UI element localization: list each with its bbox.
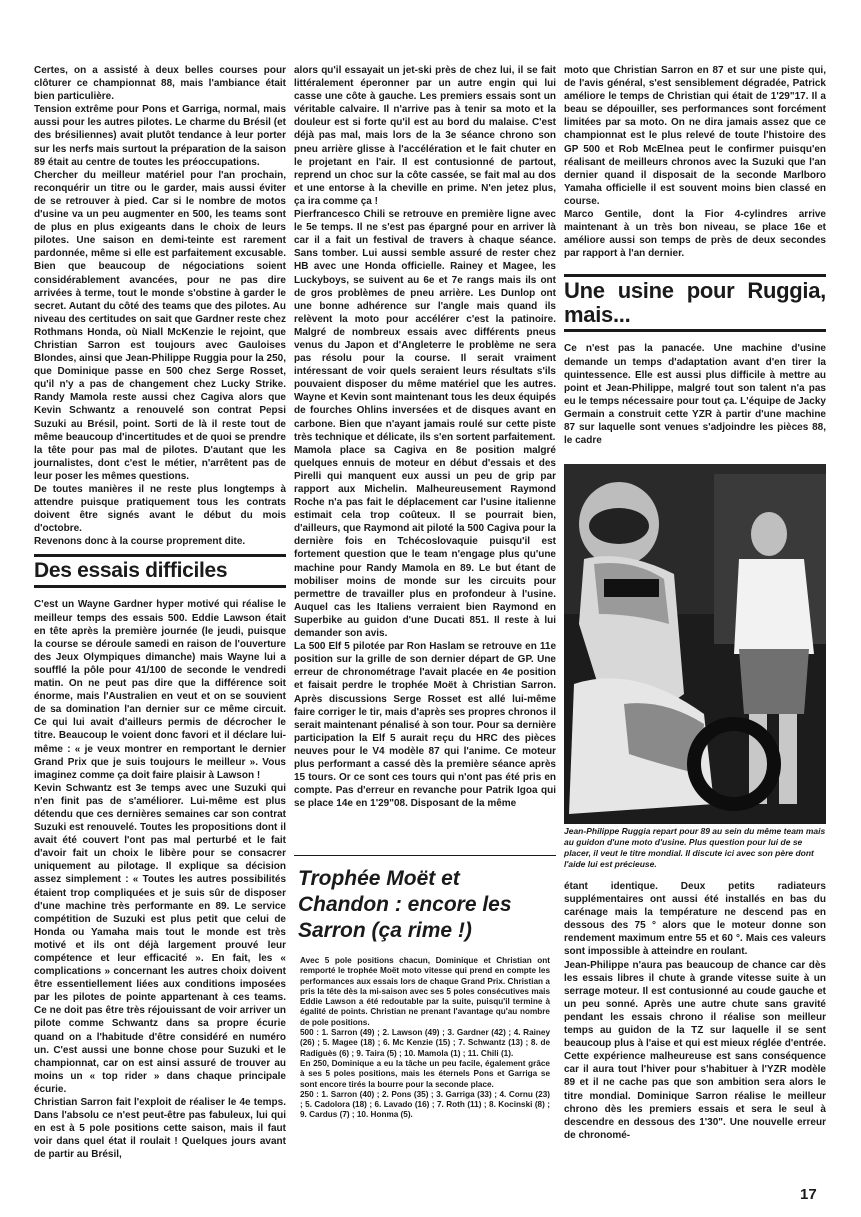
paragraph: Kevin Schwantz est 3e temps avec une Suzuki qui n'en finit pas de s'améliorer. Lui-même est plus détendu que ces dernières semaines car son contrat Suzuki est renouvelé. Toutes les propositions dont il avait été couvert l'ont pas mal perturbé et le fait d'avoir fait un choix le libère pour se consacrer uniquement au pilotage. Il explique sa décision assez simplement : « Toutes les autres possibilités étaient trop compliquées et je suis sûr de disposer d'une machine très performante en 89. Le service compétition de Suzuki est plus petit que celui de Honda ou Yamaha mais tout le monde est très motivé et ils ont déjà largement prouvé leur compétence et leur efficacité ». En fait, les « complications » concernant les autres choix doivent être essentiellement liées aux conditions imposées par les pilotes de pointe appartenant à ces teams. Ce ne doit pas être très réjouissant de voir arriver un pilote comme Schwantz dans sa propre écurie quand on a l'habitude d'être considéré en numéro un. C'est aussi une bonne chose pour Suzuki et le championnat, car on est ainsi assuré de trouver au moins un « top rider » dans chaque principale écurie. bbox=[34, 782, 286, 1095]
sidebar-box-trophee bbox=[294, 855, 556, 1121]
paragraph: Jean-Philippe n'aura pas beaucoup de chance car dès les essais libres il chute à grande vitesse suite à un serrage moteur. Il est contusionné au coude gauche et un peu sonné. Après une autre chute sans gravité pendant les essais chrono il réalise son meilleur temps au guidon de la TZ sur laquelle il se sent beaucoup plus à l'aise et qui est mieux réglée d'entrée. Cette expérience malheureuse est sans conséquence car il aura tout l'hiver pour s'habituer à l'YZR modèle 89 et il ne cache pas que son ambition sera alors le titre mondial. Dominique Sarron réalise le meilleur chrono dès les premiers essais et sera le seul à descendre en dessous des 1'30". Une nouvelle erreur de chronomé- bbox=[564, 959, 826, 1141]
paragraph: étant identique. Deux petits radiateurs supplémentaires ont aussi été installés en bas du carénage mais la température ne descend pas en dessous des 75 ° alors que le moteur donne son rendement maximum entre 55 et 60 °. Mais ces valeurs sont impossible à atteindre en roulant. bbox=[564, 881, 826, 958]
paragraph: Ce n'est pas la panacée. Une machine d'usine demande un temps d'adaptation avant d'en tirer la quintessence. Elle est aussi plus difficile à mettre au point et Jean-Philippe, malgré tout son talent n'a pas eu le temps nécessaire pour tout ça. L'équipe de Jacky Germain a construit cette YZR à partir d'une machine 87 sur laquelle sont venues s'adjoindre les pièces 88, le cadre bbox=[564, 343, 826, 447]
paragraph: moto que Christian Sarron en 87 et sur une piste qui, de l'avis général, s'est sensiblement dégradée, Patrick améliore le temps de Christian qui était de 1'29"17. Il a beau se dépouiller, ses performances sont forcément limitées par sa moto. On ne dira jamais assez que ce championnat est le plus relevé de toute l'histoire des GP 500 et Rob McElnea peut le confirmer puisqu'en réalisant de meilleurs chronos avec la Suzuki que l'an dernier quand il disposait de la seconde Marlboro Yamaha officielle il est souvent moins bien classé en course. bbox=[564, 65, 826, 207]
photo-caption: Jean-Philippe Ruggia repart pour 89 au sein du même team mais au guidon d'une moto d'usine. Plus question pour lui de se placer, il veut le titre mondial. Il discute ici avec son père dont l'aide lui est précieuse. bbox=[564, 826, 826, 869]
paragraph: alors qu'il essayait un jet-ski près de chez lui, il se fait littéralement éperonner par un autre engin qui lui casse une côte à gauche. Les premiers essais sont un véritable calvaire. Il n'arrive pas à tenir sa moto et la douleur est si forte qu'il est au bord du malaise. C'est déjà pas mal, mais lors de la 3e séance chrono son pneu arrière glisse à l'accélération et le fait chuter en le projetant en l'air. Il est contusionné de partout, reprend un choc sur la côte cassée, se fait mal au dos et une entorse à la cheville en prime. N'en jetez plus, ça ira comme ça ! bbox=[294, 65, 556, 207]
box-title: Trophée Moët et Chandon : encore les Sarron (ça rime !) bbox=[298, 867, 512, 942]
column-3-continued bbox=[564, 880, 826, 1142]
photo-ruggia bbox=[564, 464, 826, 824]
page-number: 17 bbox=[800, 1186, 817, 1203]
paragraph: Tension extrême pour Pons et Garriga, normal, mais aussi pour les autres pilotes. Le charme du Brésil (et des brésiliennes) avait plutôt tendance à leur porter sur les nerfs mais surtout la préparation de la saison 89 était au centre de toutes les préoccupations. bbox=[34, 104, 286, 168]
paragraph: Chercher du meilleur matériel pour l'an prochain, reconquérir un titre ou le garder, mais aussi éviter de se retrouver à pied. Car si le nombre de motos d'usine va un peu augmenter en 500, les teams sont de plus en plus exigeants dans le choix de leurs pilotes. Une saison en demi-teinte est rarement pardonnée, même si elle est parfaitement excusable. Bien que beaucoup de négociations soient considérablement avancées, pour ne pas dire arrivées à terme, tout le monde s'obstine à garder le secret. Autant du côté des teams que des pilotes. Au niveau des certitudes on sait que Gardner reste chez Rothmans Honda, où Niall McKenzie le rejoint, que Christian Sarron est toujours avec Gauloises Blondes, ainsi que Jean-Philippe Ruggia pour la 250, que Dominique passe en 500 chez Serge Rosset, qu'il n'y a pas de changement chez Lucky Strike. Randy Mamola reste aussi chez Cagiva alors que Kevin Schwantz a renouvelé son contrat Pepsi Suzuki au Brésil, point. Sorti de là il reste tout de même beaucoup d'incertitudes et de quoi se prendre la tête pour pas mal de pilotes. D'autant que les journalistes, dont c'est le métier, n'arrêtent pas de leur poser les mêmes questions. bbox=[34, 169, 286, 482]
box-text bbox=[294, 956, 556, 1121]
paragraph: Marco Gentile, dont la Fior 4-cylindres arrive maintenant à un très bon niveau, se place 16e et améliore aussi son temps de près de deux secondes par rapport à l'an dernier. bbox=[564, 209, 826, 260]
paragraph: Revenons donc à la course proprement dite. bbox=[34, 536, 246, 548]
section-heading-essais: Des essais difficiles bbox=[34, 554, 286, 588]
paragraph: Avec 5 pole positions chacun, Dominique et Christian ont remporté le trophée Moët moto vitesse qui prend en compte les performances aux essais lors de chaque Grand Prix. Christian a pris la tête dès la mi-saison avec ses 5 poles consécutives mais Eddie Lawson a été redoutable par la suite, puisqu'il termine à égalité de points. Christian ne prenant l'avantage qu'au nombre de pole positions. bbox=[300, 956, 550, 1027]
paragraph: Certes, on a assisté à deux belles courses pour clôturer ce championnat 88, mais l'ambiance était bien particulière. bbox=[34, 65, 286, 103]
column-2 bbox=[294, 64, 556, 810]
paragraph: La 500 Elf 5 pilotée par Ron Haslam se retrouve en 11e position sur la grille de son dernier départ de GP. Une erreur de chronométrage l'avait placée en 4e position et faisait perdre le trophée Moët à Christian Sarron. Après discussions Serge Rosset est allé lui-même faire corriger le tir, mais d'après ses propres chronos il serait maintenant pénalisé à son tour. Pour sa dernière participation la Elf 5 aurait reçu du HRC des pièces neuves pour le V4 modèle 87 qui l'anime. Ce moteur plus performant a cassé dès la première séance après 15 tours. Or ce sont ces tours qui n'ont pas été pris en compte. Pas d'erreur en revanche pour Patrik Igoa qui se place 14e en 1'29"08. Disposant de la même bbox=[294, 641, 556, 810]
photo-illustration bbox=[564, 464, 826, 824]
paragraph: 500 : 1. Sarron (49) ; 2. Lawson (49) ; 3. Gardner (42) ; 4. Rainey (26) ; 5. Magee (18) ; 6. Mc Kenzie (15) ; 7. Schwantz (13) ; 8. de Radiguès (6) ; 9. Taira (5) ; 10. Mamola (1) ; 11. Chili (1). bbox=[300, 1028, 550, 1058]
paragraph: De toutes manières il ne reste plus longtemps à attendre puisque pratiquement tous les contrats doivent être signés avant le début du mois d'octobre. bbox=[34, 484, 286, 535]
paragraph: C'est un Wayne Gardner hyper motivé qui réalise le meilleur temps des essais 500. Eddie Lawson était en tête après la première journée (le jeudi, puisque la course se déroule samedi en raison de l'ouverture des Jeux Olympiques dimanche) mais Wayne lui a soufflé la pôle pour 41/100 de seconde le vendredi matin. On ne peut pas dire que la différence soit énorme, mais l'Australien en veut et on se souvient de sa domination l'an dernier sur ce même circuit. Ce qui lui avait d'ailleurs permis de décrocher le titre. Beaucoup le voient donc favori et il déclare lui-même : « je veux montrer en remportant le dernier Grand Prix que je suis toujours le meilleur ». Vous imaginez comme ça doit faire plaisir à Lawson ! bbox=[34, 599, 286, 781]
paragraph: Christian Sarron fait l'exploit de réaliser le 4e temps. Dans l'absolu ce n'est peut-être pas fabuleux, lui qui en est à 5 pole positions cette saison, mais il faut voir dans quel état il roulait ! Quelques jours avant de partir au Brésil, bbox=[34, 1097, 286, 1161]
paragraph: Mamola place sa Cagiva en 8e position malgré quelques ennuis de moteur en début d'essais et des Pirelli qui manquent eux aussi un peu de grip par rapport aux Michelin. Malheureusement Raymond Roche n'a pas fait le déplacement car l'usine italienne estimait cela trop coûteux. Il se pourrait bien, d'ailleurs, que Raymond ait piloté la 500 Cagiva pour la dernière fois en Tchécoslovaquie puisqu'il est fortement question que le team n'engage plus qu'une machine pour Randy Mamola en 89. Le but étant de mobiliser moins de monde sur les circuits pour permettre de travailler plus en profondeur à l'usine. Auquel cas les Italiens verraient bien Raymond en Superbike au guidon d'une Ducati 851. Il reste à lui demander son avis. bbox=[294, 444, 556, 640]
section-heading-ruggia: Une usine pour Ruggia, mais... bbox=[564, 274, 826, 332]
column-1 bbox=[34, 64, 286, 1162]
paragraph: En 250, Dominique a eu la tâche un peu facile, également grâce à ses 5 poles positions, mais les éternels Pons et Garriga se sont encore tirés la bourre pour la seconde place. bbox=[300, 1058, 550, 1089]
paragraph: Pierfrancesco Chili se retrouve en première ligne avec le 5e temps. Il ne s'est pas épargné pour en arriver là car il a fait un festival de travers à chaque séance. Sans tomber. Lui aussi semble assuré de rester chez HB avec une Honda officielle. Rainey et Magee, les Luckyboys, se suivent au 6e et 7e rangs mais ils ont de gros problèmes de pneu arrière. Les Dunlop ont une bonne adhérence sur l'angle mais quand ils relèvent la moto pour accélérer c'est la patinoire. Malgré de nombreux essais avec différents pneus venus du Japon et d'Angleterre le problème ne sera pas résolu pour la course. Il serait vraiment intéressant de voir quels seraient leurs résultats s'ils pouvaient disposer du même matériel que les autres. Wayne et Kevin sont maintenant tous les deux équipés de fourches Ohlins inversées et de disques avant en carbone. Bien que n'ayant jamais roulé sur cette piste très technique et délicate, ils s'en sortent parfaitement. bbox=[294, 209, 556, 443]
paragraph: 250 : 1. Sarron (40) ; 2. Pons (35) ; 3. Garriga (33) ; 4. Cornu (23) ; 5. Cadolora (18) ; 6. Lavado (16) ; 7. Roth (11) ; 8. Kocinski (8) ; 9. Cardus (7) ; 10. Honma (5). bbox=[300, 1089, 550, 1120]
column-3 bbox=[564, 64, 826, 447]
